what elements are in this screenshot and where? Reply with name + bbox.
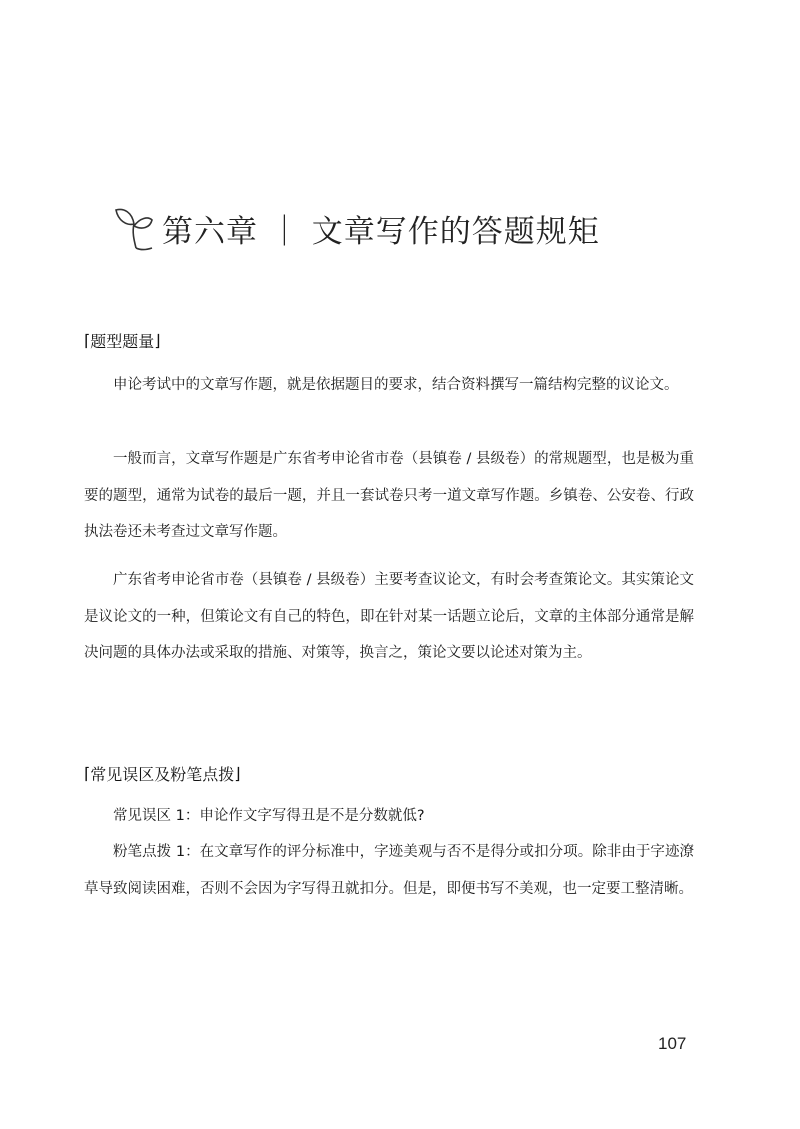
paragraph: 申论考试中的文章写作题，就是依据题目的要求，结合资料撰写一篇结构完整的议论文。 <box>113 377 679 393</box>
bracket-open: ⌈ <box>84 331 91 350</box>
section-heading-question-types <box>84 329 161 352</box>
paragraph: 一般而言，文章写作题是广东省考申论省市卷（县镇卷 / 县级卷）的常规题型，也是极为重要的题型，通常为试卷的最后一题，并且一套试卷只考一道文章写作题。乡镇卷、公安卷、行政执法卷还未考查过文章写作题。 <box>84 451 694 541</box>
sprout-icon <box>112 202 160 254</box>
paragraph: 广东省考申论省市卷（县镇卷 / 县级卷）主要考查议论文，有时会考查策论文。其实策论文是议论文的一种，但策论文有自己的特色，即在针对某一话题立论后，文章的主体部分通常是解决问题的具体办法或采取的措施、对策等，换言之，策论文要以论述对策为主。 <box>84 572 694 662</box>
chapter-header <box>112 196 600 260</box>
page-number: 107 <box>658 1034 687 1053</box>
bracket-open: ⌈ <box>84 764 91 783</box>
bracket-close: ⌋ <box>234 764 241 783</box>
paragraph: 粉笔点拨 1：在文章写作的评分标准中，字迹美观与否不是得分或扣分项。除非由于字迹潦草导致阅读困难，否则不会因为字写得丑就扣分。但是，即便书写不美观，也一定要工整清晰。 <box>84 844 694 897</box>
bracket-close: ⌋ <box>154 331 161 350</box>
section-heading-common-mistakes <box>84 762 241 785</box>
chapter-title: 第六章 ｜ 文章写作的答题规矩 <box>162 213 600 250</box>
paragraph: 常见误区 1：申论作文字写得丑是不是分数就低? <box>113 808 425 824</box>
section-heading-text: 题型题量 <box>90 332 155 351</box>
section-heading-text: 常见误区及粉笔点拨 <box>90 765 235 784</box>
